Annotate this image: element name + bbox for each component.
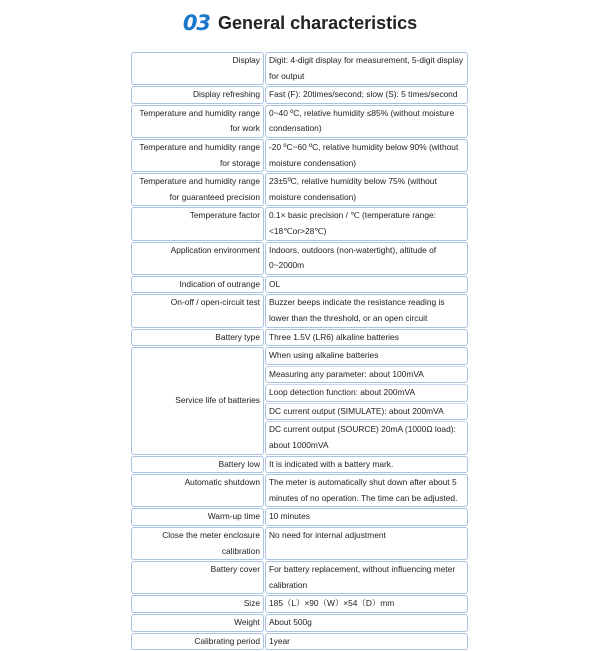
spec-label: Application environment <box>131 242 264 275</box>
spec-value: DC current output (SOURCE) 20mA (1000Ω load): about 1000mVA <box>265 421 468 454</box>
spec-value: The meter is automatically shut down after about 5 minutes of no operation. The time can be adjusted. <box>265 474 468 507</box>
spec-label: Calibrating period <box>131 633 264 651</box>
spec-row <box>131 508 468 526</box>
spec-value: Fast (F): 20times/second; slow (S): 5 times/second <box>265 86 468 104</box>
section-number: 03 <box>182 11 211 35</box>
spec-value: Digit: 4-digit display for measurement, 5-digit display for output <box>265 52 468 85</box>
spec-row <box>131 633 468 651</box>
spec-label: Battery low <box>131 456 264 474</box>
spec-value: Buzzer beeps indicate the resistance reading is lower than the threshold, or an open circuit <box>265 294 468 327</box>
spec-label: Service life of batteries <box>131 347 264 455</box>
spec-value: 185（L）×90（W）×54（D）mm <box>265 595 468 613</box>
spec-value: For battery replacement, without influencing meter calibration <box>265 561 468 594</box>
spec-row <box>131 329 468 347</box>
spec-value: DC current output (SIMULATE): about 200mVA <box>265 403 468 421</box>
spec-label: Temperature and humidity range for work <box>131 105 264 138</box>
spec-label: Size <box>131 595 264 613</box>
spec-row <box>131 294 468 327</box>
spec-label: Battery cover <box>131 561 264 594</box>
spec-label: Display refreshing <box>131 86 264 104</box>
spec-label: Close the meter enclosure calibration <box>131 527 264 560</box>
section-title: General characteristics <box>218 12 418 33</box>
spec-value: Indoors, outdoors (non-watertight), altitude of 0~2000m <box>265 242 468 275</box>
spec-value: Three 1.5V (LR6) alkaline batteries <box>265 329 468 347</box>
spec-row <box>131 52 468 85</box>
spec-row <box>131 614 468 632</box>
spec-row <box>131 105 468 138</box>
spec-label: Temperature and humidity range for guaranteed precision <box>131 173 264 206</box>
spec-value: 1year <box>265 633 468 651</box>
spec-label: Battery type <box>131 329 264 347</box>
spec-row <box>131 86 468 104</box>
spec-label: On-off / open-circuit test <box>131 294 264 327</box>
spec-row <box>131 561 468 594</box>
spec-label: Automatic shutdown <box>131 474 264 507</box>
spec-row <box>131 456 468 474</box>
spec-value: Loop detection function: about 200mVA <box>265 384 468 402</box>
spec-row <box>131 347 468 365</box>
spec-label: Temperature and humidity range for storage <box>131 139 264 172</box>
spec-value: 0~40 ºC, relative humidity ≤85% (without moisture condensation) <box>265 105 468 138</box>
spec-value: No need for internal adjustment <box>265 527 468 560</box>
spec-row <box>131 595 468 613</box>
spec-row <box>131 474 468 507</box>
spec-value: -20 ºC~60 ºC, relative humidity below 90% (without moisture condensation) <box>265 139 468 172</box>
spec-label: Display <box>131 52 264 85</box>
spec-table <box>130 51 469 651</box>
spec-value: When using alkaline batteries <box>265 347 468 365</box>
spec-value: 10 minutes <box>265 508 468 526</box>
spec-label: Warm-up time <box>131 508 264 526</box>
spec-value: Measuring any parameter: about 100mVA <box>265 366 468 384</box>
spec-value: 23±5ºC, relative humidity below 75% (without moisture condensation) <box>265 173 468 206</box>
spec-value: It is indicated with a battery mark. <box>265 456 468 474</box>
spec-row <box>131 242 468 275</box>
spec-row <box>131 173 468 206</box>
spec-row <box>131 527 468 560</box>
spec-value: OL <box>265 276 468 294</box>
spec-label: Indication of outrange <box>131 276 264 294</box>
spec-row <box>131 207 468 240</box>
section-header <box>0 8 600 38</box>
spec-row <box>131 276 468 294</box>
spec-label: Weight <box>131 614 264 632</box>
spec-label: Temperature factor <box>131 207 264 240</box>
spec-value: 0.1× basic precision / ℃ (temperature range: <18℃or>28℃) <box>265 207 468 240</box>
spec-row <box>131 139 468 172</box>
spec-table-body <box>131 52 468 650</box>
spec-value: About 500g <box>265 614 468 632</box>
